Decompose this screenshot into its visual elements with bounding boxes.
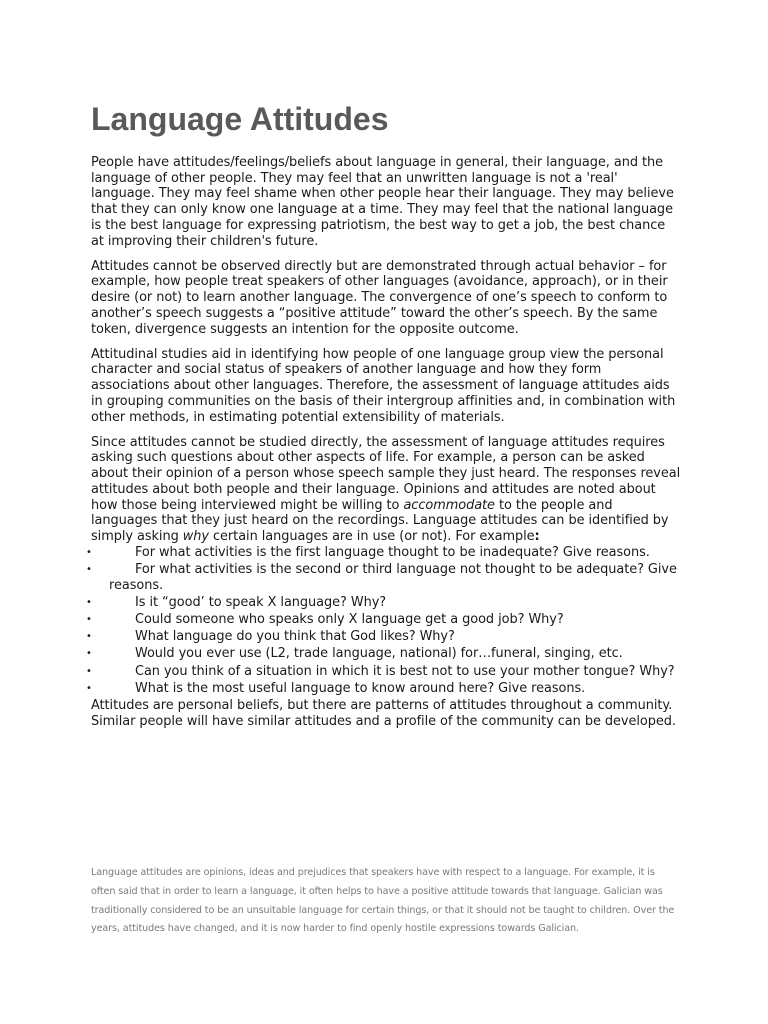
list-item-text: What language do you think that God likes? Why? bbox=[135, 629, 455, 645]
paragraph-1: People have attitudes/feelings/beliefs about language in general, their language, and the language of other people. They may feel that an unwritten language is not a 'real' language. They may feel shame when other people hear their language. They may believe that they can only know one language at a time. They may feel that the national language is the best language for expressing patriotism, the best way to get a job, the best chance at improving their children's future. bbox=[91, 155, 674, 249]
paragraph-4-emphasis-why: why bbox=[182, 528, 209, 544]
bullet-icon: • bbox=[86, 546, 92, 558]
list-item-text: Would you ever use (L2, trade language, national) for…funeral, singing, etc. bbox=[135, 646, 623, 662]
paragraph-4 bbox=[91, 435, 681, 545]
footer-note: Language attitudes are opinions, ideas and prejudices that speakers have with respect to a language. For example, it is often said that in order to learn a language, it often helps to have a positive attitude towards that language. Galician was traditionally considered to be an unsuitable language for certain things, or that it should not be taught to children. Over the years, attitudes have changed, and it is now harder to find openly hostile expressions towards Galician. bbox=[91, 867, 675, 935]
list-item-text: Could someone who speaks only X language get a good job? Why? bbox=[135, 611, 564, 627]
list-item bbox=[86, 611, 681, 628]
bullet-icon: • bbox=[86, 596, 92, 608]
paragraph-2: Attitudes cannot be observed directly but are demonstrated through actual behavior – for example, how people treat speakers of other languages (avoidance, approach), or in their desire (or not) to learn another language. The convergence of one’s speech to conform to another’s speech suggests a “positive attitude” toward the other’s speech. By the same token, divergence suggests an intention for the opposite outcome. bbox=[91, 258, 668, 337]
paragraph-3: Attitudinal studies aid in identifying how people of one language group view the personal character and social status of speakers of another language and how they form associations about other languages. Therefore, the assessment of language attitudes aids in grouping communities on the basis of their intergroup affinities and, in combination with other methods, in estimating potential extensibility of materials. bbox=[91, 346, 676, 425]
closing-paragraph: Attitudes are personal beliefs, but there are patterns of attitudes throughout a community. Similar people will have similar attitudes and a profile of the community can be developed. bbox=[91, 698, 676, 729]
bullet-icon: • bbox=[86, 665, 92, 677]
list-item-text: Can you think of a situation in which it is best not to use your mother tongue? Why? bbox=[135, 663, 675, 679]
list-item-text: For what activities is the first language thought to be inadequate? Give reasons. bbox=[135, 544, 650, 560]
document-body bbox=[86, 155, 681, 739]
list-item bbox=[86, 594, 681, 611]
paragraph-4-emphasis-accommodate: accommodate bbox=[403, 497, 495, 513]
bullet-icon: • bbox=[86, 682, 92, 694]
bullet-icon: • bbox=[86, 648, 92, 660]
paragraph-4-colon: : bbox=[534, 528, 540, 544]
list-item bbox=[86, 629, 681, 645]
list-item bbox=[86, 544, 681, 561]
question-list bbox=[86, 544, 681, 697]
paragraph-4-text-2: to the people and languages that they just heard on the recordings. Language attitudes can be identified by simply asking bbox=[91, 497, 669, 544]
list-item bbox=[86, 561, 681, 593]
list-item bbox=[86, 663, 681, 680]
page-title: Language Attitudes bbox=[91, 101, 389, 137]
list-item-text: What is the most useful language to know around here? Give reasons. bbox=[135, 680, 586, 696]
paragraph-4-text-3: certain languages are in use (or not). For example bbox=[208, 528, 535, 544]
bullet-icon: • bbox=[86, 563, 92, 575]
bullet-icon: • bbox=[86, 613, 92, 625]
bullet-icon: • bbox=[86, 631, 92, 643]
list-item bbox=[86, 646, 681, 662]
paragraph-4-text-1: Since attitudes cannot be studied directly, the assessment of language attitudes requires asking such questions about other aspects of life. For example, a person can be asked about their opinion of a person whose speech sample they just heard. The responses reveal attitudes about both people and their language. Opinions and attitudes are noted about how those being interviewed might be willing to bbox=[91, 434, 681, 513]
list-item bbox=[86, 680, 681, 697]
list-item-text: Is it “good’ to speak X language? Why? bbox=[135, 594, 387, 610]
list-item-text: For what activities is the second or third language not thought to be adequate? Give reasons. bbox=[109, 561, 677, 593]
